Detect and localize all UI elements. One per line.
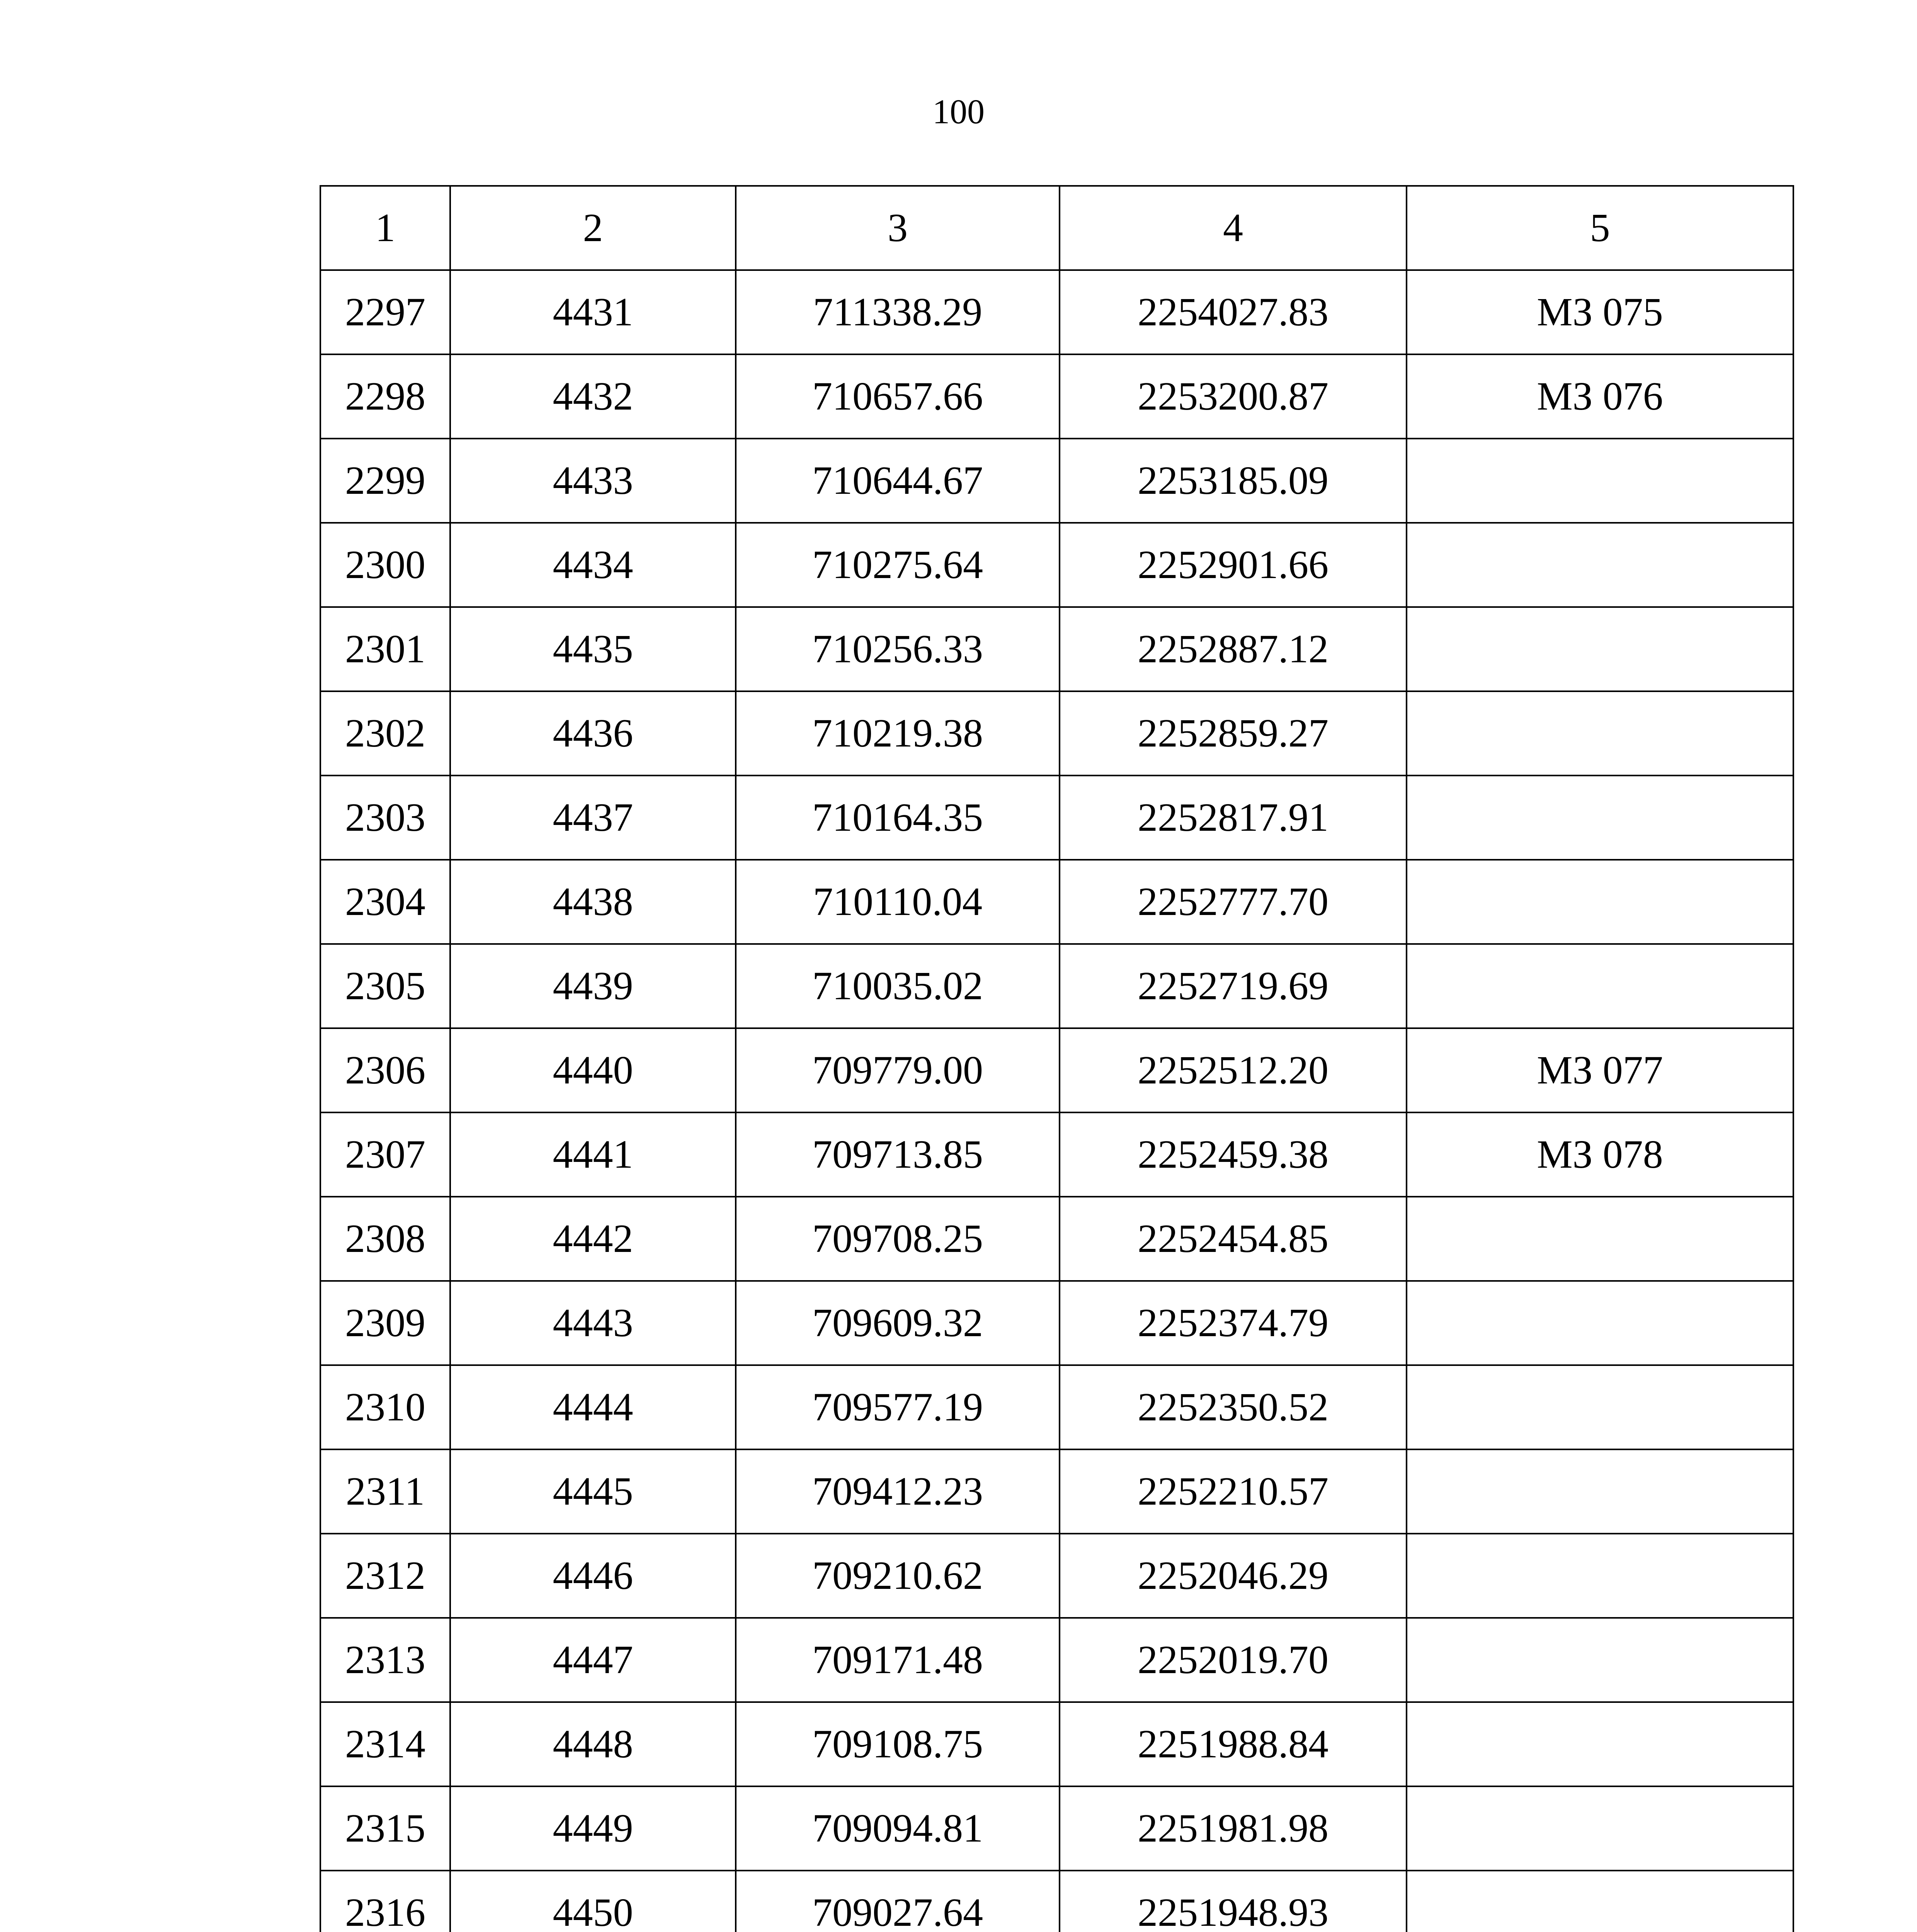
point-number-cell: 4449 xyxy=(450,1786,736,1871)
table-row xyxy=(320,1281,1793,1365)
row-number-cell: 2305 xyxy=(320,944,450,1028)
x-coordinate-cell: 711338.29 xyxy=(736,270,1060,354)
row-number-cell: 2304 xyxy=(320,860,450,944)
point-number-cell: 4444 xyxy=(450,1365,736,1449)
table-header-row xyxy=(320,186,1793,270)
x-coordinate-cell: 709108.75 xyxy=(736,1702,1060,1786)
marker-cell xyxy=(1407,1449,1793,1534)
y-coordinate-cell: 2252459.38 xyxy=(1060,1112,1407,1197)
row-number-cell: 2309 xyxy=(320,1281,450,1365)
y-coordinate-cell: 2252512.20 xyxy=(1060,1028,1407,1112)
x-coordinate-cell: 710164.35 xyxy=(736,776,1060,860)
y-coordinate-cell: 2252210.57 xyxy=(1060,1449,1407,1534)
table-row xyxy=(320,691,1793,776)
header-cell: 2 xyxy=(450,186,736,270)
x-coordinate-cell: 709412.23 xyxy=(736,1449,1060,1534)
row-number-cell: 2297 xyxy=(320,270,450,354)
y-coordinate-cell: 2251988.84 xyxy=(1060,1702,1407,1786)
marker-cell xyxy=(1407,1365,1793,1449)
marker-cell xyxy=(1407,1534,1793,1618)
table-row xyxy=(320,523,1793,607)
table-row xyxy=(320,607,1793,691)
header-cell: 4 xyxy=(1060,186,1407,270)
table-row xyxy=(320,354,1793,439)
y-coordinate-cell: 2252777.70 xyxy=(1060,860,1407,944)
point-number-cell: 4441 xyxy=(450,1112,736,1197)
table-row xyxy=(320,944,1793,1028)
row-number-cell: 2301 xyxy=(320,607,450,691)
x-coordinate-cell: 709779.00 xyxy=(736,1028,1060,1112)
y-coordinate-cell: 2252454.85 xyxy=(1060,1197,1407,1281)
table-row xyxy=(320,1112,1793,1197)
x-coordinate-cell: 709171.48 xyxy=(736,1618,1060,1702)
marker-cell xyxy=(1407,1618,1793,1702)
point-number-cell: 4432 xyxy=(450,354,736,439)
row-number-cell: 2300 xyxy=(320,523,450,607)
table-row xyxy=(320,1702,1793,1786)
table-row xyxy=(320,1449,1793,1534)
point-number-cell: 4446 xyxy=(450,1534,736,1618)
table-row xyxy=(320,439,1793,523)
table-row xyxy=(320,270,1793,354)
header-cell: 5 xyxy=(1407,186,1793,270)
marker-cell: МЗ 076 xyxy=(1407,354,1793,439)
header-cell: 1 xyxy=(320,186,450,270)
y-coordinate-cell: 2253185.09 xyxy=(1060,439,1407,523)
point-number-cell: 4442 xyxy=(450,1197,736,1281)
y-coordinate-cell: 2252859.27 xyxy=(1060,691,1407,776)
table-row xyxy=(320,1197,1793,1281)
marker-cell: МЗ 075 xyxy=(1407,270,1793,354)
row-number-cell: 2307 xyxy=(320,1112,450,1197)
row-number-cell: 2312 xyxy=(320,1534,450,1618)
y-coordinate-cell: 2252374.79 xyxy=(1060,1281,1407,1365)
table-row xyxy=(320,776,1793,860)
marker-cell: МЗ 078 xyxy=(1407,1112,1793,1197)
marker-cell xyxy=(1407,776,1793,860)
table-row xyxy=(320,1028,1793,1112)
x-coordinate-cell: 710035.02 xyxy=(736,944,1060,1028)
marker-cell xyxy=(1407,1871,1793,1932)
table-row xyxy=(320,1786,1793,1871)
x-coordinate-cell: 710219.38 xyxy=(736,691,1060,776)
row-number-cell: 2303 xyxy=(320,776,450,860)
table-row xyxy=(320,860,1793,944)
y-coordinate-cell: 2252046.29 xyxy=(1060,1534,1407,1618)
marker-cell xyxy=(1407,1197,1793,1281)
y-coordinate-cell: 2252350.52 xyxy=(1060,1365,1407,1449)
point-number-cell: 4445 xyxy=(450,1449,736,1534)
row-number-cell: 2298 xyxy=(320,354,450,439)
marker-cell xyxy=(1407,607,1793,691)
row-number-cell: 2308 xyxy=(320,1197,450,1281)
table-row xyxy=(320,1618,1793,1702)
point-number-cell: 4440 xyxy=(450,1028,736,1112)
x-coordinate-cell: 709713.85 xyxy=(736,1112,1060,1197)
point-number-cell: 4438 xyxy=(450,860,736,944)
table-row xyxy=(320,1365,1793,1449)
row-number-cell: 2306 xyxy=(320,1028,450,1112)
x-coordinate-cell: 709577.19 xyxy=(736,1365,1060,1449)
point-number-cell: 4436 xyxy=(450,691,736,776)
y-coordinate-cell: 2252817.91 xyxy=(1060,776,1407,860)
x-coordinate-cell: 709609.32 xyxy=(736,1281,1060,1365)
point-number-cell: 4439 xyxy=(450,944,736,1028)
marker-cell xyxy=(1407,1702,1793,1786)
point-number-cell: 4435 xyxy=(450,607,736,691)
x-coordinate-cell: 709027.64 xyxy=(736,1871,1060,1932)
row-number-cell: 2310 xyxy=(320,1365,450,1449)
marker-cell xyxy=(1407,1786,1793,1871)
y-coordinate-cell: 2252887.12 xyxy=(1060,607,1407,691)
marker-cell xyxy=(1407,944,1793,1028)
x-coordinate-cell: 710256.33 xyxy=(736,607,1060,691)
x-coordinate-cell: 709094.81 xyxy=(736,1786,1060,1871)
y-coordinate-cell: 2251948.93 xyxy=(1060,1871,1407,1932)
point-number-cell: 4434 xyxy=(450,523,736,607)
y-coordinate-cell: 2254027.83 xyxy=(1060,270,1407,354)
x-coordinate-cell: 710657.66 xyxy=(736,354,1060,439)
point-number-cell: 4450 xyxy=(450,1871,736,1932)
row-number-cell: 2314 xyxy=(320,1702,450,1786)
row-number-cell: 2315 xyxy=(320,1786,450,1871)
row-number-cell: 2302 xyxy=(320,691,450,776)
marker-cell xyxy=(1407,1281,1793,1365)
row-number-cell: 2299 xyxy=(320,439,450,523)
y-coordinate-cell: 2253200.87 xyxy=(1060,354,1407,439)
x-coordinate-cell: 710275.64 xyxy=(736,523,1060,607)
x-coordinate-cell: 709210.62 xyxy=(736,1534,1060,1618)
point-number-cell: 4433 xyxy=(450,439,736,523)
x-coordinate-cell: 710644.67 xyxy=(736,439,1060,523)
point-number-cell: 4443 xyxy=(450,1281,736,1365)
table-row xyxy=(320,1534,1793,1618)
x-coordinate-cell: 709708.25 xyxy=(736,1197,1060,1281)
y-coordinate-cell: 2252901.66 xyxy=(1060,523,1407,607)
point-number-cell: 4437 xyxy=(450,776,736,860)
table-row xyxy=(320,1871,1793,1932)
y-coordinate-cell: 2251981.98 xyxy=(1060,1786,1407,1871)
marker-cell xyxy=(1407,439,1793,523)
y-coordinate-cell: 2252019.70 xyxy=(1060,1618,1407,1702)
point-number-cell: 4431 xyxy=(450,270,736,354)
row-number-cell: 2316 xyxy=(320,1871,450,1932)
x-coordinate-cell: 710110.04 xyxy=(736,860,1060,944)
point-number-cell: 4448 xyxy=(450,1702,736,1786)
marker-cell: МЗ 077 xyxy=(1407,1028,1793,1112)
row-number-cell: 2313 xyxy=(320,1618,450,1702)
row-number-cell: 2311 xyxy=(320,1449,450,1534)
header-cell: 3 xyxy=(736,186,1060,270)
page-number: 100 xyxy=(932,93,985,131)
coordinates-table xyxy=(320,185,1794,1932)
y-coordinate-cell: 2252719.69 xyxy=(1060,944,1407,1028)
marker-cell xyxy=(1407,860,1793,944)
marker-cell xyxy=(1407,523,1793,607)
point-number-cell: 4447 xyxy=(450,1618,736,1702)
marker-cell xyxy=(1407,691,1793,776)
